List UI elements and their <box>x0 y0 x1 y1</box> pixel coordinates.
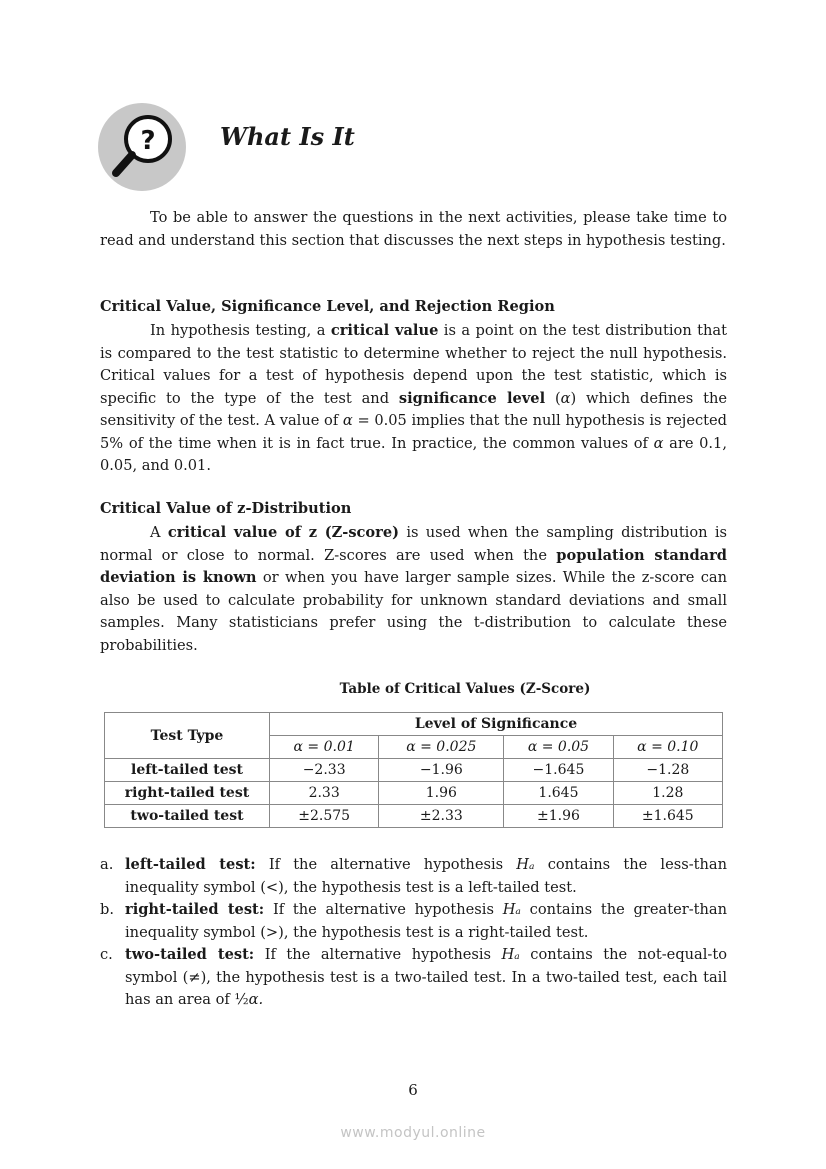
alpha-header: α = 0.025 <box>379 736 504 759</box>
list-marker: c. <box>100 946 113 963</box>
critical-values-table <box>104 712 723 828</box>
test-type-list <box>100 854 727 1012</box>
text: A <box>150 524 168 541</box>
list-term: right-tailed test: <box>125 901 265 918</box>
alpha-symbol: α <box>653 434 664 452</box>
term-significance-level: significance level <box>398 389 546 407</box>
text: or when you have larger sample sizes. While the z-score can also be used to calculate probability for unknown standard deviations and small samples. Many statisticians prefer using the t-distribution to calculate these probabilities. <box>100 569 728 654</box>
math-symbol: Hₐ <box>516 856 535 873</box>
text: contains the not-equal-to symbol (≠), the hypothesis test is a two-tailed test. In a two-tailed test, each tail has an area of <box>125 946 728 1008</box>
header-level-of-significance: Level of Significance <box>270 713 723 736</box>
text: If the alternative hypothesis <box>255 856 517 873</box>
list-item <box>100 944 727 1012</box>
page-number: 6 <box>408 1081 418 1099</box>
cell: ±2.575 <box>270 805 379 828</box>
text: contains the less-than inequality symbol (<), the hypothesis test is a left-tailed test. <box>125 856 727 896</box>
text: is a point on the test distribution that is compared to the test statistic to determine whether to reject the null hypothesis. Critical values for a test of hypothesis depend upon the test statistic, which is specific to the type of the test and <box>100 322 728 407</box>
critical-value-paragraph <box>100 320 727 478</box>
text: In hypothesis testing, a <box>150 322 331 339</box>
cell: ±1.96 <box>504 805 613 828</box>
alpha-header: α = 0.10 <box>613 736 722 759</box>
section-heading: Critical Value of z-Distribution <box>100 500 352 517</box>
fraction: ½ <box>234 991 249 1008</box>
term-critical-value: critical value <box>330 322 439 339</box>
cell: ±1.645 <box>613 805 722 828</box>
alpha-header: α = 0.05 <box>504 736 613 759</box>
cell: 1.28 <box>613 782 722 805</box>
table-row <box>105 782 723 805</box>
watermark: www.modyul.online <box>340 1125 486 1141</box>
table-caption: Table of Critical Values (Z-Score) <box>339 681 591 697</box>
table-row <box>105 805 723 828</box>
cell: 1.645 <box>504 782 613 805</box>
math-symbol: Hₐ <box>502 901 521 918</box>
svg-text:?: ? <box>140 126 156 156</box>
text: If the alternative hypothesis <box>254 946 502 963</box>
text: ( <box>545 389 561 407</box>
list-item <box>100 899 727 944</box>
text: contains the greater-than inequality symbol (>), the hypothesis test is a right-tailed test. <box>125 901 727 941</box>
list-term: two-tailed test: <box>125 946 255 963</box>
header-test-type: Test Type <box>105 713 270 759</box>
term-population-sd: population standard deviation is known <box>100 546 727 586</box>
cell: −1.645 <box>504 759 613 782</box>
cell: ±2.33 <box>379 805 504 828</box>
alpha-header: α = 0.01 <box>270 736 379 759</box>
cell: 1.96 <box>379 782 504 805</box>
math-symbol: Hₐ <box>501 946 520 963</box>
text: is used when the sampling distribution is normal or close to normal. Z-scores are used when the <box>100 524 727 564</box>
row-label: left-tailed test <box>105 759 270 782</box>
list-term: left-tailed test: <box>125 856 256 873</box>
section-heading: Critical Value, Significance Level, and Rejection Region <box>100 298 555 315</box>
magnifier-question-icon <box>98 103 186 191</box>
text: ) which defines the sensitivity of the test. A value of <box>100 389 727 429</box>
term-critical-value-z: critical value of z (Z-score) <box>167 524 400 541</box>
text: = 0.05 implies that the null hypothesis is rejected 5% of the time when it is in fact true. In practice, the common values of <box>100 412 727 452</box>
cell: −2.33 <box>270 759 379 782</box>
table-row <box>105 759 723 782</box>
z-distribution-paragraph <box>100 522 727 657</box>
list-marker: a. <box>100 856 114 873</box>
intro-paragraph: To be able to answer the questions in the next activities, please take time to read and understand this section that discusses the next steps in hypothesis testing. <box>100 209 727 249</box>
page-title: What Is It <box>220 122 355 151</box>
list-marker: b. <box>100 901 114 918</box>
math-symbol: α. <box>248 991 264 1008</box>
row-label: right-tailed test <box>105 782 270 805</box>
list-item <box>100 854 727 899</box>
cell: 2.33 <box>270 782 379 805</box>
cell: −1.28 <box>613 759 722 782</box>
row-label: two-tailed test <box>105 805 270 828</box>
alpha-symbol: α <box>560 389 571 407</box>
text: If the alternative hypothesis <box>264 901 503 918</box>
cell: −1.96 <box>379 759 504 782</box>
text: are 0.1, 0.05, and 0.01. <box>100 434 727 474</box>
alpha-symbol: α <box>342 412 353 429</box>
